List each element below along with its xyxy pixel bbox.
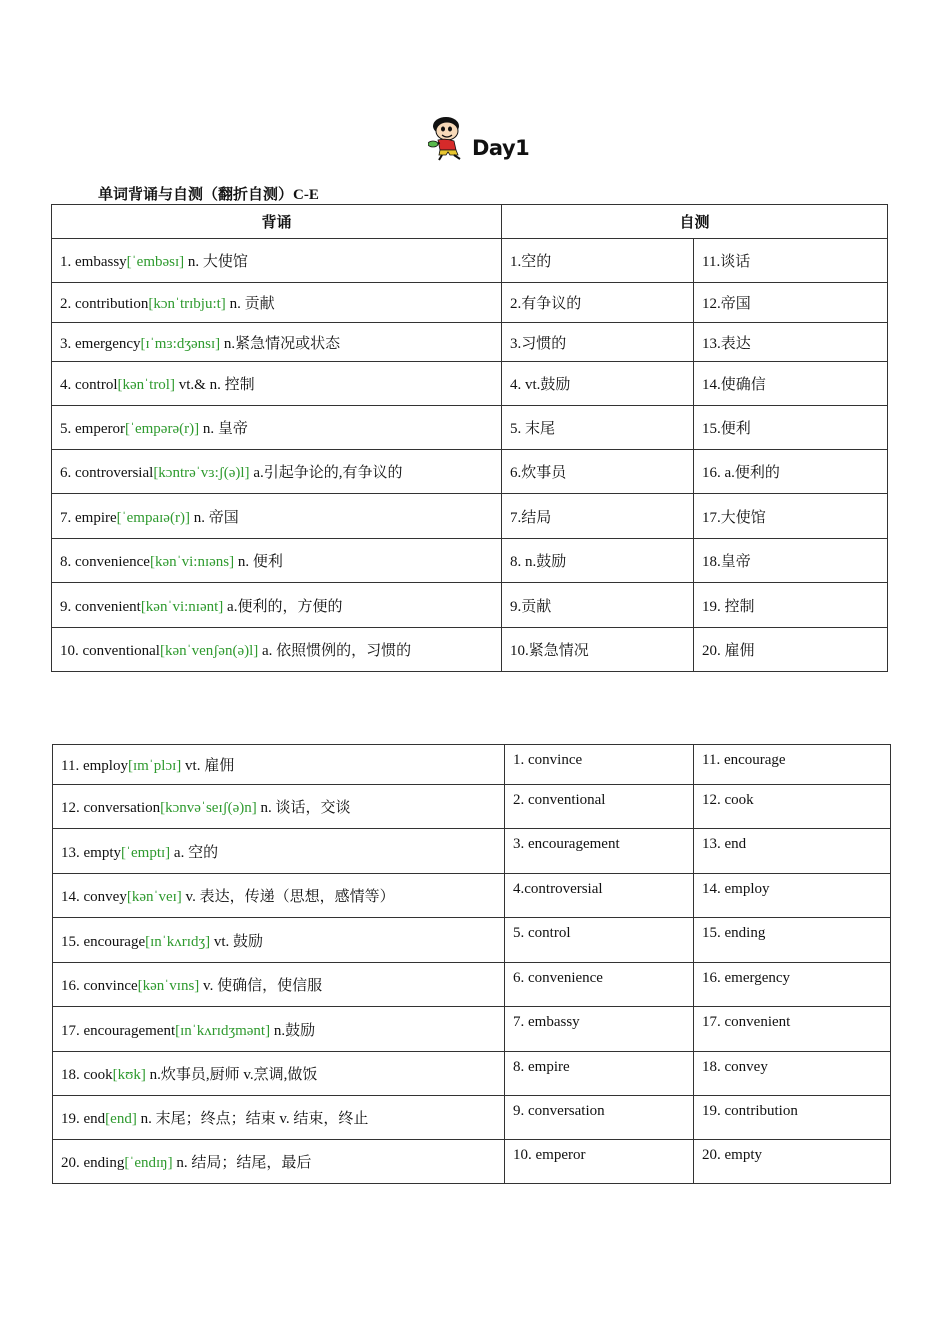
vocab-table-1 (51, 204, 888, 672)
word-entry-cell (53, 745, 505, 785)
entry-number: 6. (60, 465, 75, 481)
self-test-cell: 10. emperor (505, 1140, 694, 1184)
word-entry-cell (52, 628, 502, 672)
entry-phonetic: [kənˈvenʃən(ə)l] (159, 643, 259, 659)
self-test-cell: 20. empty (694, 1140, 891, 1184)
word-entry-cell (52, 406, 502, 450)
table-row (53, 963, 891, 1007)
entry-word: convince (83, 978, 138, 994)
cartoon-boy-mascot-icon (428, 114, 470, 162)
word-entry-cell (52, 494, 502, 539)
header-self-test: 自测 (502, 205, 888, 239)
entry-number: 10. (60, 643, 83, 659)
entry-word: encouragement (83, 1022, 176, 1039)
self-test-cell: 17.大使馆 (694, 494, 888, 539)
entry-phonetic: [kɔntrəˈvɜ:ʃ(ə)l] (153, 465, 250, 481)
table-row (52, 323, 888, 362)
title-block (428, 112, 529, 162)
entry-definition: n. 皇帝 (199, 421, 248, 437)
entry-definition: n.紧急情况或状态 (220, 335, 341, 352)
entry-definition: v. 表达，传递（思想，感情等） (181, 889, 395, 905)
word-entry-cell (52, 450, 502, 494)
self-test-cell: 6.炊事员 (502, 450, 694, 494)
self-test-cell: 5. 末尾 (502, 406, 694, 450)
entry-phonetic: [kənˈvɪns] (137, 978, 200, 994)
entry-definition: n. 末尾；终点；结束 v. 结束，终止 (136, 1111, 369, 1127)
entry-number: 8. (60, 554, 75, 570)
self-test-cell: 7. embassy (505, 1007, 694, 1052)
section-heading: 单词背诵与自测（翻折自测）C-E (98, 187, 319, 203)
entry-number: 7. (60, 509, 75, 526)
entry-phonetic: [ɪnˈkʌrɪdʒ] (145, 933, 211, 950)
self-test-cell: 11. encourage (694, 745, 891, 785)
entry-phonetic: [kʊk] (112, 1067, 146, 1083)
entry-number: 11. (61, 758, 83, 774)
entry-word: encourage (83, 933, 146, 950)
self-test-cell: 14. employ (694, 874, 891, 918)
page-title: Day1 (472, 136, 530, 160)
entry-phonetic: [end] (105, 1111, 137, 1127)
vocab-table-2 (52, 744, 891, 1184)
entry-definition: vt. 鼓励 (210, 933, 264, 950)
entry-word: conventional (82, 643, 160, 659)
entry-definition: vt. 雇佣 (181, 758, 235, 774)
entry-definition: n. 大使馆 (184, 254, 248, 270)
self-test-cell: 1. convince (505, 745, 694, 785)
word-entry-cell (52, 239, 502, 283)
entry-word: employ (82, 758, 128, 774)
self-test-cell: 16. emergency (694, 963, 891, 1007)
self-test-cell: 8. n.鼓励 (502, 539, 694, 583)
table-row (52, 494, 888, 539)
entry-definition: n. 贡献 (225, 296, 275, 312)
entry-number: 9. (60, 598, 75, 615)
entry-definition: n. 帝国 (189, 509, 239, 526)
word-entry-cell (53, 1140, 505, 1184)
entry-word: empire (75, 509, 117, 526)
entry-number: 18. (61, 1067, 84, 1083)
self-test-cell: 11.谈话 (694, 239, 888, 283)
word-entry-cell (52, 323, 502, 362)
entry-definition: n. 便利 (234, 554, 283, 570)
self-test-cell: 8. empire (505, 1052, 694, 1096)
self-test-cell: 14.使确信 (694, 362, 888, 406)
self-test-cell: 4. vt.鼓励 (502, 362, 694, 406)
entry-number: 17. (61, 1022, 84, 1039)
header-recite: 背诵 (52, 205, 502, 239)
self-test-cell: 2.有争议的 (502, 283, 694, 323)
table-row (53, 1007, 891, 1052)
self-test-cell: 1.空的 (502, 239, 694, 283)
entry-number: 14. (61, 889, 84, 905)
entry-word: control (75, 377, 118, 393)
word-entry-cell (52, 362, 502, 406)
entry-word: convey (83, 889, 127, 905)
word-entry-cell (53, 829, 505, 874)
entry-definition: vt.& n. 控制 (174, 377, 255, 393)
self-test-cell: 9. conversation (505, 1096, 694, 1140)
self-test-cell: 3.习惯的 (502, 323, 694, 362)
word-entry-cell (53, 785, 505, 829)
self-test-cell: 2. conventional (505, 785, 694, 829)
self-test-cell: 15. ending (694, 918, 891, 963)
entry-definition: a. 依照惯例的，习惯的 (258, 643, 412, 659)
table-row (53, 745, 891, 785)
entry-number: 19. (61, 1111, 84, 1127)
table-header-row (52, 205, 888, 239)
table-row (52, 450, 888, 494)
entry-definition: n.鼓励 (270, 1022, 316, 1039)
word-entry-cell (53, 1052, 505, 1096)
entry-phonetic: [kɔnˈtrɪbju:t] (148, 296, 226, 312)
self-test-cell: 12. cook (694, 785, 891, 829)
table-row (52, 539, 888, 583)
self-test-cell: 18. convey (694, 1052, 891, 1096)
entry-phonetic: [kənˈtrol] (117, 377, 175, 393)
table-row (52, 283, 888, 323)
entry-phonetic: [kənˈveɪ] (126, 889, 182, 905)
table-row (53, 918, 891, 963)
entry-phonetic: [ˈendɪŋ] (124, 1155, 173, 1171)
table-row (53, 785, 891, 829)
word-entry-cell (53, 1007, 505, 1052)
table-row (52, 239, 888, 283)
table-row (53, 1140, 891, 1184)
entry-word: empty (83, 844, 121, 861)
self-test-cell: 19. contribution (694, 1096, 891, 1140)
entry-phonetic: [kənˈvi:nɪənt] (140, 598, 224, 615)
word-entry-cell (53, 918, 505, 963)
entry-word: controversial (75, 465, 154, 481)
entry-definition: a.引起争论的,有争议的 (249, 465, 403, 481)
entry-definition: a. 空的 (170, 844, 219, 861)
entry-word: embassy (75, 254, 127, 270)
entry-word: ending (83, 1155, 125, 1171)
entry-number: 20. (61, 1155, 84, 1171)
entry-number: 4. (60, 377, 75, 393)
entry-phonetic: [ˈemptɪ] (121, 844, 171, 861)
self-test-cell: 13.表达 (694, 323, 888, 362)
entry-word: convenience (75, 554, 150, 570)
entry-definition: n.炊事员,厨师 v.烹调,做饭 (145, 1067, 318, 1083)
word-entry-cell (52, 583, 502, 628)
entry-phonetic: [kənˈvi:nɪəns] (149, 554, 235, 570)
entry-word: contribution (75, 296, 149, 312)
word-entry-cell (52, 539, 502, 583)
word-entry-cell (53, 874, 505, 918)
entry-word: emergency (75, 335, 141, 352)
table-row (53, 874, 891, 918)
entry-number: 12. (61, 800, 84, 816)
entry-number: 5. (60, 421, 75, 437)
word-entry-cell (52, 283, 502, 323)
self-test-cell: 17. convenient (694, 1007, 891, 1052)
word-entry-cell (53, 963, 505, 1007)
entry-number: 13. (61, 844, 84, 861)
entry-phonetic: [ɪnˈkʌrɪdʒmənt] (175, 1022, 271, 1039)
entry-definition: n. 结局；结尾，最后 (172, 1155, 312, 1171)
entry-word: convenient (75, 598, 141, 615)
table-row (52, 406, 888, 450)
self-test-cell: 18.皇帝 (694, 539, 888, 583)
self-test-cell: 6. convenience (505, 963, 694, 1007)
entry-number: 16. (61, 978, 84, 994)
entry-number: 15. (61, 933, 84, 950)
entry-word: emperor (75, 421, 125, 437)
self-test-cell: 20. 雇佣 (694, 628, 888, 672)
entry-definition: a.便利的，方便的 (223, 598, 343, 615)
entry-phonetic: [ɪˈmɜ:dʒənsɪ] (140, 335, 221, 352)
self-test-cell: 4.controversial (505, 874, 694, 918)
entry-number: 2. (60, 296, 75, 312)
self-test-cell: 5. control (505, 918, 694, 963)
table-row (52, 583, 888, 628)
table-row (53, 829, 891, 874)
table-row (52, 628, 888, 672)
self-test-cell: 12.帝国 (694, 283, 888, 323)
table-row (53, 1096, 891, 1140)
entry-number: 1. (60, 254, 75, 270)
self-test-cell: 9.贡献 (502, 583, 694, 628)
entry-definition: v. 使确信，使信服 (199, 978, 323, 994)
self-test-cell: 13. end (694, 829, 891, 874)
entry-word: cook (83, 1067, 113, 1083)
entry-phonetic: [ˈempaɪə(r)] (116, 509, 190, 526)
word-entry-cell (53, 1096, 505, 1140)
entry-number: 3. (60, 335, 75, 352)
entry-phonetic: [ɪmˈplɔɪ] (127, 758, 182, 774)
self-test-cell: 3. encouragement (505, 829, 694, 874)
entry-word: conversation (83, 800, 161, 816)
self-test-cell: 7.结局 (502, 494, 694, 539)
table-row (53, 1052, 891, 1096)
entry-definition: n. 谈话，交谈 (256, 800, 351, 816)
table-row (52, 362, 888, 406)
entry-word: end (83, 1111, 106, 1127)
self-test-cell: 10.紧急情况 (502, 628, 694, 672)
self-test-cell: 15.便利 (694, 406, 888, 450)
entry-phonetic: [ˈempərə(r)] (124, 421, 200, 437)
self-test-cell: 16. a.便利的 (694, 450, 888, 494)
self-test-cell: 19. 控制 (694, 583, 888, 628)
entry-phonetic: [kɔnvəˈseɪʃ(ə)n] (160, 800, 257, 816)
entry-phonetic: [ˈembəsɪ] (126, 254, 185, 270)
